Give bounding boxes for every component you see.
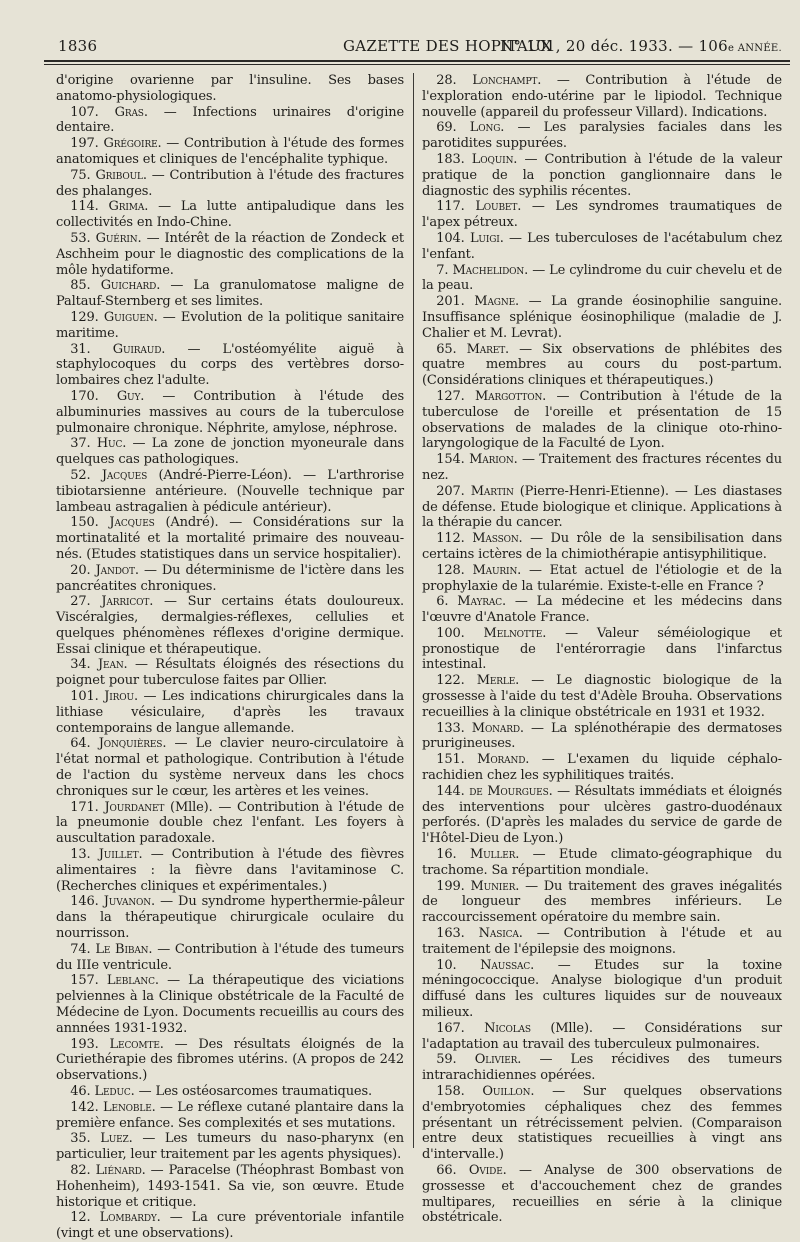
entry-title: — Sur quelques observations d'embryotomies céphaliques chez des femmes présentant un rétrécissement pelvien. (Comparaison entre deux statistiques recueillies à vingt ans d'intervalle.) (422, 1084, 782, 1163)
entry-title: — Les tumeurs du naso-pharynx (en particulier, leur traitement par les agents physiques). (56, 1131, 404, 1163)
entry-author: Grima. (108, 199, 149, 215)
entry-number: 144. (436, 783, 470, 799)
right-column (422, 73, 782, 1226)
thesis-entry (422, 784, 782, 847)
thesis-entry (56, 199, 404, 231)
entry-title: — La médecine et les médecins dans l'œuvre d'Anatole France. (422, 594, 782, 626)
entry-title: — La cure préventoriale infantile (vingt et une observations). (56, 1210, 404, 1242)
entry-title: — Contribution à l'étude de la valeur pratique de la ponction ganglionnaire dans le diagnostic des syphilis récentes. (422, 151, 782, 199)
thesis-entry (422, 1052, 782, 1084)
entry-author: Jacques (101, 467, 148, 483)
entry-number: 133. (436, 720, 472, 736)
entry-title: — Les syndromes traumatiques de l'apex pétreux. (422, 199, 782, 231)
entry-author: de Mourgues. (469, 783, 553, 799)
entry-number: 104. (436, 230, 470, 246)
entry-title: — Le diagnostic biologique de la grossesse à l'aide du test d'Adèle Brouha. Observations recueillies à la clinique obstétricale en 1931 et 1932. (422, 673, 783, 720)
entry-title: — Du rôle de la sensibilisation dans certains ictères de la chimiothérapie antisyphilitique. (422, 531, 783, 562)
entry-title: — Contribution à l'étude des fièvres alimentaires : la fièvre dans l'avitaminose C. (Recherches cliniques et expérimentales.) (56, 847, 404, 894)
thesis-entry (56, 73, 404, 105)
thesis-entry (56, 800, 404, 847)
entry-number: 112. (436, 531, 473, 547)
header-rule-thin (44, 64, 790, 65)
entry-title: — Les ostéosarcomes traumatiques. (134, 1084, 372, 1099)
thesis-entry (422, 563, 782, 595)
thesis-entry (56, 389, 404, 436)
entry-title: — Contribution à l'étude des albuminuries massives au cours de la tuberculose pulmonaire chronique. Néphrite, amylose, néphrose. (56, 388, 404, 436)
entry-title: — Résultats immédiats et éloignés des interventions pour ulcères gastro-duodénaux perforés. (D'après les malades du service de garde de l'Hôtel-Dieu de Lyon.) (422, 783, 783, 847)
entry-title: — La lutte antipaludique dans les collectivités en Indo-Chine. (56, 199, 404, 231)
entry-title: — Traitement des fractures récentes du nez. (422, 452, 782, 483)
thesis-entry (422, 1084, 782, 1163)
entry-number: 34. (70, 657, 98, 673)
entry-number: 201. (436, 294, 475, 310)
entry-number: 170. (70, 388, 117, 404)
entry-number: 31. (70, 341, 113, 357)
entry-title: — La splénothérapie des dermatoses prurigineuses. (422, 720, 782, 752)
entry-author: Munier. (470, 878, 520, 894)
entry-author: Jacques (109, 515, 155, 531)
entry-author: Juvanon. (103, 894, 155, 910)
entry-author: Griboul. (95, 167, 147, 183)
entry-title: — Contribution à l'étude des tumeurs du IIIe ventricule. (56, 941, 404, 973)
entry-author: Martin (470, 483, 514, 499)
entry-number: 171. (70, 799, 105, 815)
thesis-entry (422, 73, 782, 120)
entry-author: Guichard. (100, 278, 161, 294)
entry-author: Guiguen. (103, 309, 158, 325)
thesis-entry (422, 958, 782, 1021)
entry-number: 129. (70, 309, 104, 325)
entry-number: 197. (70, 136, 104, 152)
entry-number: 114. (70, 199, 109, 215)
entry-author: Loubet. (475, 199, 522, 215)
entry-title: (André-Pierre-Léon). — L'arthrorise tibiotarsienne antérieure. (Nouvelle technique par lambeau astragalien à pédicule antérieur). (56, 467, 404, 515)
page-header (58, 34, 786, 60)
entry-number: 193. (70, 1036, 110, 1052)
entry-title: — Les tuberculoses de l'acétabulum chez l'enfant. (422, 230, 782, 262)
entry-number: 27. (70, 594, 102, 610)
entry-number: 13. (70, 847, 99, 863)
entry-number: 101. (70, 689, 105, 705)
thesis-entry (56, 1100, 404, 1132)
entry-number: 151. (436, 752, 478, 768)
thesis-entry (422, 120, 782, 152)
entry-number: 7. (436, 262, 453, 278)
entry-author: Melnotte. (483, 625, 547, 641)
thesis-entry (56, 515, 404, 562)
entry-author: Merle. (476, 673, 520, 689)
entry-author: Maurin. (472, 562, 522, 578)
entry-author: Jandot. (95, 562, 139, 578)
entry-number: 154. (436, 452, 470, 468)
page-number: 1836 (58, 37, 98, 55)
entry-author: Marion. (469, 452, 518, 468)
entry-number: 82. (70, 1162, 96, 1178)
entry-author: Jonquières. (98, 736, 167, 752)
entry-title: — La grande éosinophilie sanguine. Insuffisance splénique éosinophilique (maladie de J. Chalier et M. Levrat). (422, 294, 783, 341)
entry-title: (Pierre-Henri-Etienne). — Les diastases de défense. Etude biologique et clinique. Applications à la thérapie du cancer. (422, 483, 783, 531)
thesis-entry (56, 1210, 404, 1242)
thesis-entry (422, 1021, 782, 1053)
entry-number: 157. (70, 973, 107, 989)
entry-author: Ovide. (468, 1162, 507, 1178)
entry-title: — Etudes sur la toxine méningococcique. Analyse biologique d'un produit diffusé dans les cultures liquides sur de nouveaux milieux. (422, 957, 782, 1021)
entry-author: Nasica. (478, 926, 523, 942)
entry-number: 59. (436, 1052, 475, 1068)
entry-number: 146. (70, 894, 104, 910)
entry-author: Liénard. (95, 1162, 146, 1178)
entry-title: — Contribution à l'étude de l'exploration endo-utérine par le lipiodol. Technique nouvelle (appareil du professeur Villard). Indications. (422, 73, 782, 120)
entry-author: Long. (469, 120, 505, 136)
thesis-entry (422, 626, 782, 673)
thesis-entry (56, 689, 404, 736)
thesis-entry (56, 1037, 404, 1084)
thesis-entry (56, 310, 404, 342)
entry-author: Naussac. (480, 957, 535, 973)
entry-title: (André). — Considérations sur la mortinatalité et la mortalité primaire des nouveau-nés. (Etudes statistiques dans un service hospitalier). (56, 515, 404, 562)
entry-author: Jarricot. (101, 594, 154, 610)
entry-author: Lonchampt. (472, 73, 542, 88)
entry-author: Gras. (114, 104, 148, 120)
thesis-entry (56, 563, 404, 595)
entry-number: 207. (436, 483, 471, 499)
entry-title: — Etude climato-géographique du trachome. Sa répartition mondiale. (422, 847, 782, 878)
entry-author: Guy. (116, 388, 145, 404)
issue-info: N° 101, 20 déc. 1933. — 106e ANNÉE. (499, 37, 782, 55)
entry-title: — La granulomatose maligne de Paltauf-Sternberg et ses limites. (56, 278, 404, 310)
entry-number: 100. (436, 625, 484, 641)
entry-title: — Le clavier neuro-circulatoire à l'état normal et pathologique. Contribution à l'étude de l'action du système nerveux dans les chocs chroniques sur le cœur, les artères et les veines. (56, 736, 404, 799)
thesis-entry (422, 389, 782, 452)
entry-title: — Du déterminisme de l'ictère dans les pancréatites chroniques. (56, 562, 404, 594)
entry-title: — Sur certains états douloureux. Viscéralgies, dermalgies-réflexes, cellulies et quelques phénomènes réflexes d'origine dermique. Essai clinique et thérapeutique. (56, 594, 404, 657)
entry-author: Monard. (471, 720, 524, 736)
entry-number: 52. (70, 467, 102, 483)
entry-author: Loquin. (471, 151, 518, 167)
entry-number: 20. (70, 562, 96, 578)
entry-number: 12. (70, 1210, 100, 1226)
thesis-entry (422, 152, 782, 199)
thesis-entry (56, 436, 404, 468)
entry-number: 64. (70, 736, 99, 752)
thesis-entry (56, 168, 404, 200)
entry-title: — Contribution à l'étude des fractures des phalanges. (56, 167, 404, 199)
left-column (56, 73, 404, 1242)
entry-title: — Les paralysies faciales dans les parotidites suppurées. (422, 120, 782, 152)
thesis-entry (56, 468, 404, 515)
entry-author: Jirou. (104, 689, 138, 705)
thesis-entry (56, 894, 404, 941)
entry-title: — Du syndrome hyperthermie-pâleur dans la thérapeutique chirurgicale oculaire du nourrisson. (56, 894, 405, 942)
entry-number: 150. (70, 515, 110, 531)
thesis-entry (422, 342, 782, 389)
entry-number: 46. (70, 1084, 95, 1099)
entry-title: d'origine ovarienne par l'insuline. Ses bases anatomo-physiologiques. (56, 73, 404, 104)
entry-title: — La zone de jonction myoneurale dans quelques cas pathologiques. (56, 436, 404, 468)
thesis-entry (422, 594, 782, 626)
entry-author: Leblanc. (106, 973, 159, 989)
entry-author: Leduc. (94, 1084, 135, 1099)
entry-number: 158. (436, 1084, 483, 1099)
entry-title: — Six observations de phlébites des quatre membres au cours du post-partum. (Considérations cliniques et thérapeutiques.) (422, 341, 782, 389)
entry-number: 167. (436, 1020, 485, 1036)
entry-author: Lombardy. (99, 1210, 161, 1226)
entry-author: Jourdanet (104, 799, 165, 815)
entry-number: 66. (436, 1162, 469, 1178)
thesis-entry (422, 752, 782, 784)
entry-author: Guiraud. (112, 341, 166, 357)
thesis-entry (56, 136, 404, 168)
entry-title: — Du traitement des graves inégalités de longueur des membres inférieurs. Le raccourcissement opératoire du membre sain. (422, 878, 783, 926)
thesis-entry (422, 294, 782, 341)
thesis-entry (56, 847, 404, 894)
thesis-entry (422, 1163, 782, 1226)
entry-number: 69. (436, 120, 470, 136)
thesis-entry (56, 105, 404, 137)
entry-number: 10. (436, 957, 481, 973)
entry-number: 75. (70, 167, 96, 183)
entry-number: 74. (70, 941, 96, 957)
entry-number: 107. (70, 104, 115, 120)
entry-title: — Des résultats éloignés de la Curiethérapie des fibromes utérins. (A propos de 242 observations.) (56, 1036, 404, 1084)
entry-title: — Infections urinaires d'origine dentaire. (56, 104, 405, 136)
entry-author: Ouillon. (482, 1084, 535, 1099)
thesis-entry (422, 231, 782, 263)
entry-author: Nicolas (484, 1020, 531, 1036)
entry-author: Lenoble. (103, 1099, 156, 1115)
thesis-entry (56, 736, 404, 799)
entry-title: — Etat actuel de l'étiologie et de la prophylaxie de la tularémie. Existe-t-elle en France ? (422, 562, 782, 594)
entry-number: 65. (436, 341, 467, 357)
entry-number: 37. (70, 436, 97, 452)
entry-title: — Les récidives des tumeurs intrarachidiennes opérées. (422, 1052, 782, 1084)
entry-number: 28. (436, 73, 473, 88)
thesis-entry (422, 673, 782, 720)
thesis-entry (56, 1131, 404, 1163)
thesis-entry (56, 1163, 404, 1210)
entry-number: 117. (436, 199, 476, 215)
thesis-entry (56, 973, 404, 1036)
entry-title: — Contribution à l'étude et au traitement de l'épilepsie des moignons. (422, 926, 782, 957)
entry-author: Luigi. (469, 230, 504, 246)
entry-title: — La thérapeutique des viciations pelviennes à la Clinique obstétricale de la Faculté de Médecine de Lyon. Documents recueillis au cours des annnées 1931-1932. (56, 973, 404, 1036)
thesis-entry (422, 926, 782, 958)
journal-title: GAZETTE DES HOPITAUX (343, 37, 552, 55)
entry-number: 85. (70, 278, 101, 294)
entry-title: — L'ostéomyélite aiguë à staphylocoques du corps des vertèbres dorso-lombaires chez l'adulte. (56, 341, 404, 389)
entry-author: Lecomte. (109, 1036, 164, 1052)
entry-number: 16. (436, 847, 470, 863)
entry-author: Muller. (469, 847, 520, 863)
entry-number: 6. (436, 594, 458, 610)
entry-author: Margotton. (474, 388, 547, 404)
entry-title: — Valeur séméiologique et pronostique de l'entérorragie dans l'infarctus intestinal. (422, 625, 783, 673)
thesis-entry (422, 199, 782, 231)
thesis-entry (56, 942, 404, 974)
entry-title: — Résultats éloignés des résections du poignet pour tuberculose faites par Ollier. (56, 657, 404, 689)
entry-number: 128. (436, 562, 473, 578)
entry-number: 127. (436, 388, 475, 404)
thesis-entry (56, 342, 404, 389)
thesis-entry (422, 484, 782, 531)
header-rule (44, 60, 790, 62)
thesis-entry (56, 231, 404, 278)
entry-title: — Contribution à l'étude des formes anatomiques et cliniques de l'encéphalite typhique. (56, 136, 405, 167)
entry-title: — Intérêt de la réaction de Zondeck et Aschheim pour le diagnostic des complications de la môle hydatiforme. (56, 230, 404, 278)
entry-author: Le Biban. (95, 941, 153, 957)
entry-title: — Les indications chirurgicales dans la lithiase vésiculaire, d'après les travaux contemporains de langue allemande. (56, 689, 405, 736)
entry-author: Jean. (97, 657, 128, 673)
thesis-entry (422, 847, 782, 879)
entry-author: Maret. (466, 341, 510, 357)
entry-title: — Evolution de la politique sanitaire maritime. (56, 309, 405, 341)
entry-author: Olivier. (474, 1052, 522, 1068)
column-divider (413, 73, 414, 1148)
entry-title: (Mlle). — Considérations sur l'adaptation au travail des tuberculeux pulmonaires. (422, 1020, 782, 1052)
thesis-entry (422, 263, 782, 295)
entry-number: 142. (70, 1099, 104, 1115)
thesis-entry (422, 531, 782, 563)
entry-author: Luez. (100, 1131, 133, 1147)
entry-author: Magne. (474, 294, 519, 310)
entry-author: Machelidon. (452, 262, 529, 278)
entry-author: Huc. (96, 436, 127, 452)
thesis-entry (422, 879, 782, 926)
entry-author: Juillet. (98, 847, 143, 863)
entry-author: Guérin. (95, 230, 142, 246)
entry-title: — Analyse de 300 observations de grossesse et d'accouchement chez de grandes multipares, recueillies en série à la clinique obstétricale. (422, 1162, 783, 1226)
thesis-entry (56, 594, 404, 657)
thesis-entry (56, 1084, 404, 1100)
thesis-entry (56, 657, 404, 689)
entry-author: Morand. (477, 752, 530, 768)
entry-author: Grégoire. (103, 136, 162, 152)
entry-number: 122. (436, 673, 477, 689)
entry-title: — Contribution à l'étude de la tuberculose de l'oreille et présentation de 15 observations de malades de la clinique oto-rhino-laryngologique de la Faculté de Lyon. (422, 388, 782, 452)
entry-number: 183. (436, 151, 472, 167)
entry-author: Mayrac. (457, 594, 506, 610)
entry-title: (Mlle). — Contribution à l'étude de la pneumonie double chez l'enfant. Les foyers à auscultation paradoxale. (56, 799, 404, 847)
entry-number: 199. (436, 878, 471, 894)
entry-number: 163. (436, 926, 479, 942)
entry-number: 35. (70, 1131, 101, 1147)
entry-title: — Le cylindrome du cuir chevelu et de la peau. (422, 262, 782, 294)
entry-author: Masson. (472, 531, 523, 547)
entry-title: — L'examen du liquide céphalo-rachidien chez les syphilitiques traités. (422, 752, 782, 784)
entry-title: — Paracelse (Théophrast Bombast von Hohenheim), 1493-1541. Sa vie, son œuvre. Etude historique et critique. (56, 1162, 404, 1210)
entry-title: — Le réflexe cutané plantaire dans la première enfance. Ses complexités et ses mutations. (56, 1099, 405, 1131)
entry-number: 53. (70, 230, 96, 246)
thesis-entry (422, 452, 782, 484)
thesis-entry (56, 278, 404, 310)
thesis-entry (422, 721, 782, 753)
